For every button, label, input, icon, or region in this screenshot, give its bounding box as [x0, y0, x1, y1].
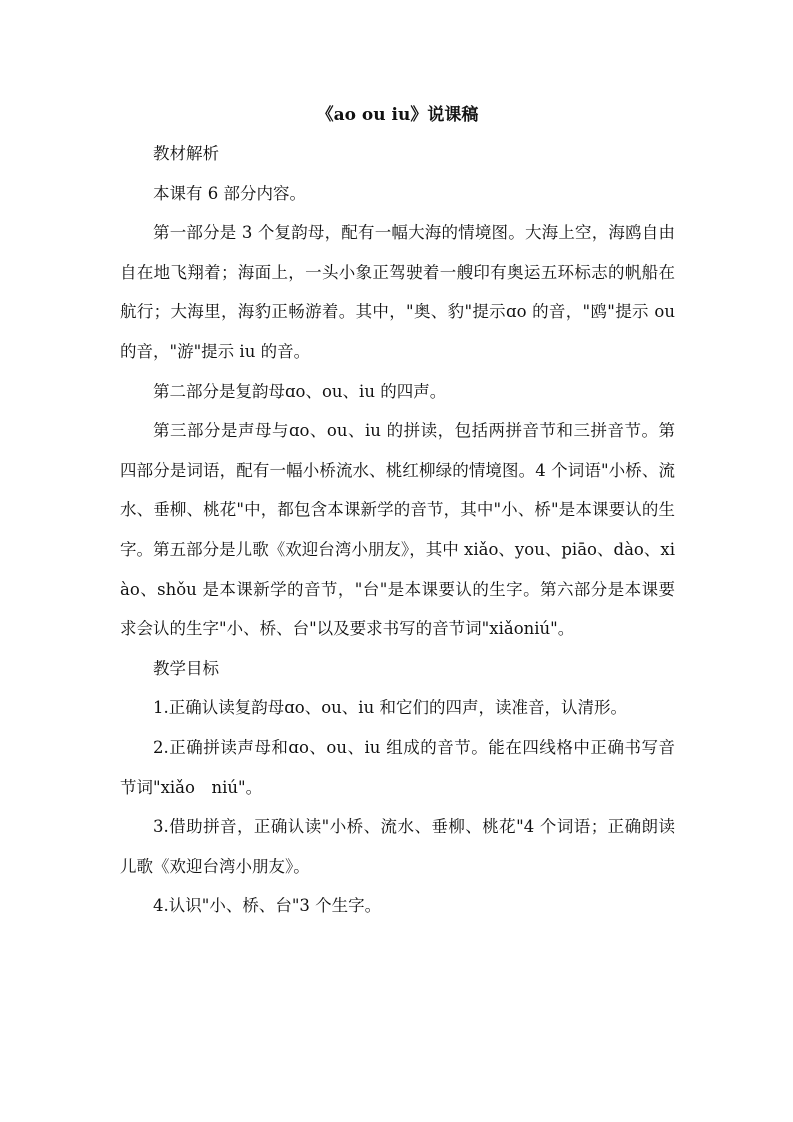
document-body [120, 96, 675, 926]
goal-item-3: 3.借助拼音，正确认读"小桥、流水、垂柳、桃花"4 个词语；正确朗读儿歌《欢迎台湾小朋友》。 [120, 817, 675, 876]
goal-item-2: 2.正确拼读声母和ɑo、ou、iu 组成的音节。能在四线格中正确书写音节词"xiǎo niú"。 [120, 737, 675, 797]
section-heading-teaching-goals: 教学目标 [153, 658, 219, 678]
document-title: 《ao ou iu》说课稿 [316, 105, 479, 125]
goal-item-4: 4.认识"小、桥、台"3 个生字。 [153, 896, 382, 916]
paragraph-part-two: 第二部分是复韵母ɑo、ou、iu 的四声。 [153, 381, 447, 401]
paragraph-parts-three-to-six: 第三部分是声母与ɑo、ou、iu 的拼读，包括两拼音节和三拼音节。第四部分是词语，配有一幅小桥流水、桃红柳绿的情境图。4 个词语"小桥、流水、垂柳、桃花"中，都包含本课新学的音节，其中"小、桥"是本课要认的生字。第五部分是儿歌《欢迎台湾小朋友》，其中 xiǎo、you、piāo、dào、xiào、shǒu 是本课新学的音节，"台"是本课要认的生字。第六部分是本课要求会认的生字"小、桥、台"以及要求书写的音节词"xiǎoniú"。 [120, 421, 675, 639]
paragraph-part-one: 第一部分是 3 个复韵母，配有一幅大海的情境图。大海上空，海鸥自由自在地飞翔着；海面上，一头小象正驾驶着一艘印有奥运五环标志的帆船在航行；大海里，海豹正畅游着。其中，"奥、豹"提示ɑo 的音，"鸥"提示 ou 的音，"游"提示 iu 的音。 [120, 223, 675, 361]
paragraph-overview: 本课有 6 部分内容。 [153, 183, 306, 203]
goal-item-1: 1.正确认读复韵母ɑo、ou、iu 和它们的四声，读准音，认清形。 [153, 698, 627, 718]
section-heading-textbook-analysis: 教材解析 [153, 144, 219, 163]
